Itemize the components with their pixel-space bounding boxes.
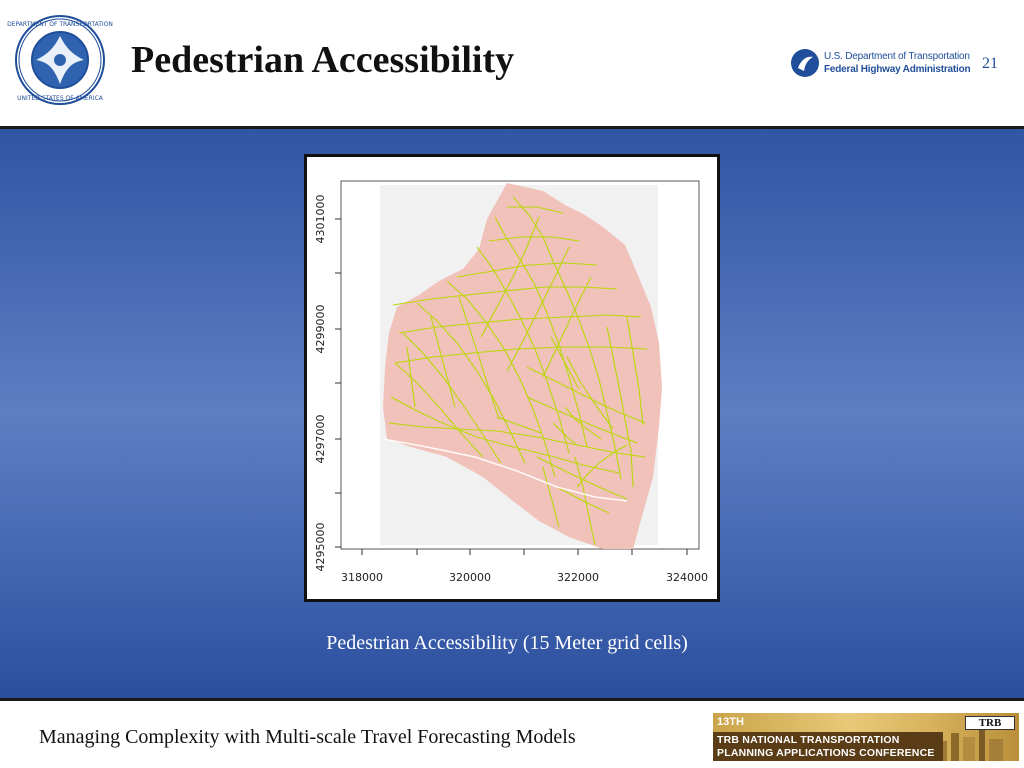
slide-title: Pedestrian Accessibility — [131, 39, 515, 81]
figure-caption: Pedestrian Accessibility (15 Meter grid cells) — [326, 632, 688, 654]
y-tick-label: 4299000 — [314, 304, 327, 354]
conference-title-line1: TRB NATIONAL TRANSPORTATION — [717, 734, 900, 746]
y-tick-label: 4295000 — [314, 522, 327, 572]
x-tick-label: 322000 — [557, 571, 599, 584]
svg-text:DEPARTMENT OF TRANSPORTATION: DEPARTMENT OF TRANSPORTATION — [7, 21, 113, 28]
map-figure — [304, 154, 720, 602]
x-axis — [362, 549, 687, 555]
y-tick-label: 4297000 — [314, 414, 327, 464]
slide-header — [0, 0, 1024, 126]
y-axis — [335, 219, 341, 547]
skyline-icon — [933, 727, 1019, 761]
footer-divider — [0, 698, 1024, 701]
x-tick-label: 324000 — [666, 571, 708, 584]
x-tick-label: 318000 — [341, 571, 383, 584]
accessibility-map — [307, 157, 717, 599]
svg-text:UNITED STATES OF AMERICA: UNITED STATES OF AMERICA — [17, 95, 103, 102]
fhwa-shield-icon — [790, 48, 820, 78]
y-tick-label: 4301000 — [314, 194, 327, 244]
fhwa-logo — [790, 48, 975, 82]
agency-division: Federal Highway Administration — [824, 64, 971, 75]
footer-presentation-title: Managing Complexity with Multi-scale Travel Forecasting Models — [39, 726, 576, 748]
trb-logo: TRB — [965, 716, 1015, 730]
dot-seal-logo — [7, 14, 113, 106]
conference-number: 13TH — [717, 716, 744, 728]
conference-banner — [713, 713, 1019, 761]
agency-name: U.S. Department of Transportation — [824, 51, 970, 62]
slide-number: 21 — [982, 55, 998, 72]
conference-title-line2: PLANNING APPLICATIONS CONFERENCE — [717, 747, 935, 759]
x-tick-label: 320000 — [449, 571, 491, 584]
